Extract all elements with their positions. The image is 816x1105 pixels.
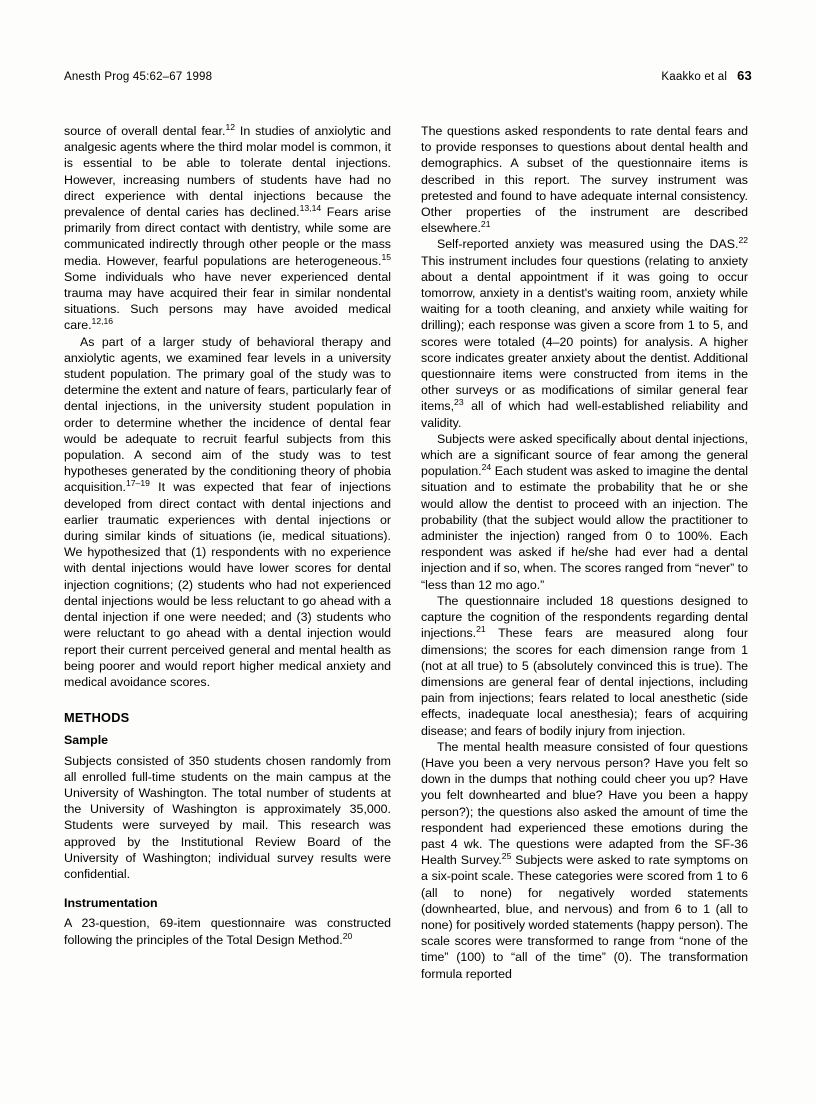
paragraph-study-aims: As part of a larger study of behavioral therapy and anxiolytic agents, we examined fear levels in a university student population. The primary goal of the study was to determine the extent and nature of fears, particularly fear of dental injections, in the university student population in order to determine whether the incidence of dental fear would be adequate to recruit fearful subjects from this population. A second aim of the study was to test hypotheses generated by the conditioning theory of phobia acquisition.$^{17-19}$ It was expected that fear of injections developed from direct contact with dental injections and earlier traumatic experiences with dental injections or during similar kinds of situations (ie, medical situations). We hypothesized that (1) respondents with no experience with dental injections would have lower scores for dental injection cognitions; (2) students who had not experienced dental injections would be less reluctant to go ahead with a dental injection if one were needed; and (3) students who were reluctant to go ahead with a dental injection would report their current perceived general and mental health as being poorer and would report higher medical anxiety and medical avoidance scores. xyxy=(64,334,391,689)
running-head xyxy=(64,68,752,83)
paragraph-instrumentation: A 23-question, 69-item questionnaire was constructed following the principles of the Total Design Method.$^{20}$ xyxy=(64,916,391,947)
paragraph-mental-health: The mental health measure consisted of four questions (Have you been a very nervous person? Have you felt so down in the dumps that nothing could cheer you up? Have you felt downhearted and blue? Have you been a happy person?); the questions also asked the amount of time the respondent had experienced these emotions during the past 4 wk. The questions were adapted from the SF-36 Health Survey.$^{25}$ Subjects were asked to rate symptoms on a six-point scale. These categories were scored from 1 to 6 (all to none) for negatively worded statements (downhearted, blue, and nervous) and from 6 to 1 (all to none) for positively worded statements (happy person). The scale scores were transformed to range from “none of the time” (100) to “all of the time” (0). The transformation formula reported xyxy=(421,739,748,981)
paragraph-das: Self-reported anxiety was measured using the DAS.$^{22}$ This instrument includes four questions (relating to anxiety about a dental appointment if it was going to occur tomorrow, anxiety in a dentist's waiting room, anxiety while waiting for a tooth cleaning, and anxiety while waiting for drilling); each response was given a score from 1 to 5, and scores were totaled (4–20 points) for analysis. A higher score indicates greater anxiety about the dentist. Additional questionnaire items were constructed from items in the other surveys or as modifications of similar general fear items,$^{23}$ all of which had well-established reliability and validity. xyxy=(421,235,748,430)
subsection-heading-instrumentation: Instrumentation xyxy=(64,896,158,911)
two-column-body xyxy=(64,123,752,982)
section-heading-methods: METHODS xyxy=(64,710,130,726)
paragraph-questions: The questions asked respondents to rate dental fears and to provide responses to questions about dental health and demographics. A subset of the questionnaire items is described in this report. The survey instrument was pretested and found to have adequate internal consistency. Other properties of the instrument are described elsewhere.$^{21}$ xyxy=(421,124,748,236)
header-authors: Kaakko et al xyxy=(661,71,728,83)
subsection-heading-sample: Sample xyxy=(64,733,109,748)
page-number: 63 xyxy=(737,68,752,83)
paragraph-continued: source of overall dental fear.$^{12}$ In studies of anxiolytic and analgesic agents where the third molar model is common, it is essential to be able to tolerate dental injections. However, increasing numbers of students have had no direct experience with dental injections because the prevalence of dental caries has declined.$^{13,14}$ Fears arise primarily from direct contact with dentistry, while some are communicated indirectly through other people or the mass media. However, fearful populations are heterogeneous.$^{15}$ Some individuals who have never experienced dental trauma may have acquired their fear in similar nondental situations. Such persons may have avoided medical care.$^{12,16}$ xyxy=(64,121,391,333)
right-column xyxy=(421,123,748,982)
paragraph-cognition: The questionnaire included 18 questions designed to capture the cognition of the respondents regarding dental injections.$^{21}$ These fears are measured along four dimensions; the scores for each dimension range from 1 (not at all true) to 5 (absolutely convinced this is true). The dimensions are general fear of dental injections, including pain from injections; fears related to local anesthetic (side effects, inadequate local anesthesia); fears of acquiring disease; and fears of bodily injury from injection. xyxy=(421,593,748,738)
left-column xyxy=(64,123,391,948)
paragraph-sample: Subjects consisted of 350 students chosen randomly from all enrolled full-time students on the main campus at the University of Washington. The total number of students at the University of Washington is approximately 35,000. Students were surveyed by mail. This research was approved by the Institutional Review Board of the University of Washington; individual survey results were confidential. xyxy=(64,753,391,881)
journal-reference: Anesth Prog 45:62–67 1998 xyxy=(64,71,213,83)
paragraph-injections: Subjects were asked specifically about dental injections, which are a significant source of fear among the general population.$^{24}$ Each student was asked to imagine the dental situation and to estimate the probability that he or she would allow the dentist to proceed with an injection. The probability (that the subject would allow the practitioner to administer the injection) ranged from 0 to 100%. Each respondent was asked if he/she had ever had a dental injection and if so, when. The scores ranged from “never” to “less than 12 mo ago.” xyxy=(421,431,748,592)
header-authors-and-page xyxy=(661,68,752,83)
